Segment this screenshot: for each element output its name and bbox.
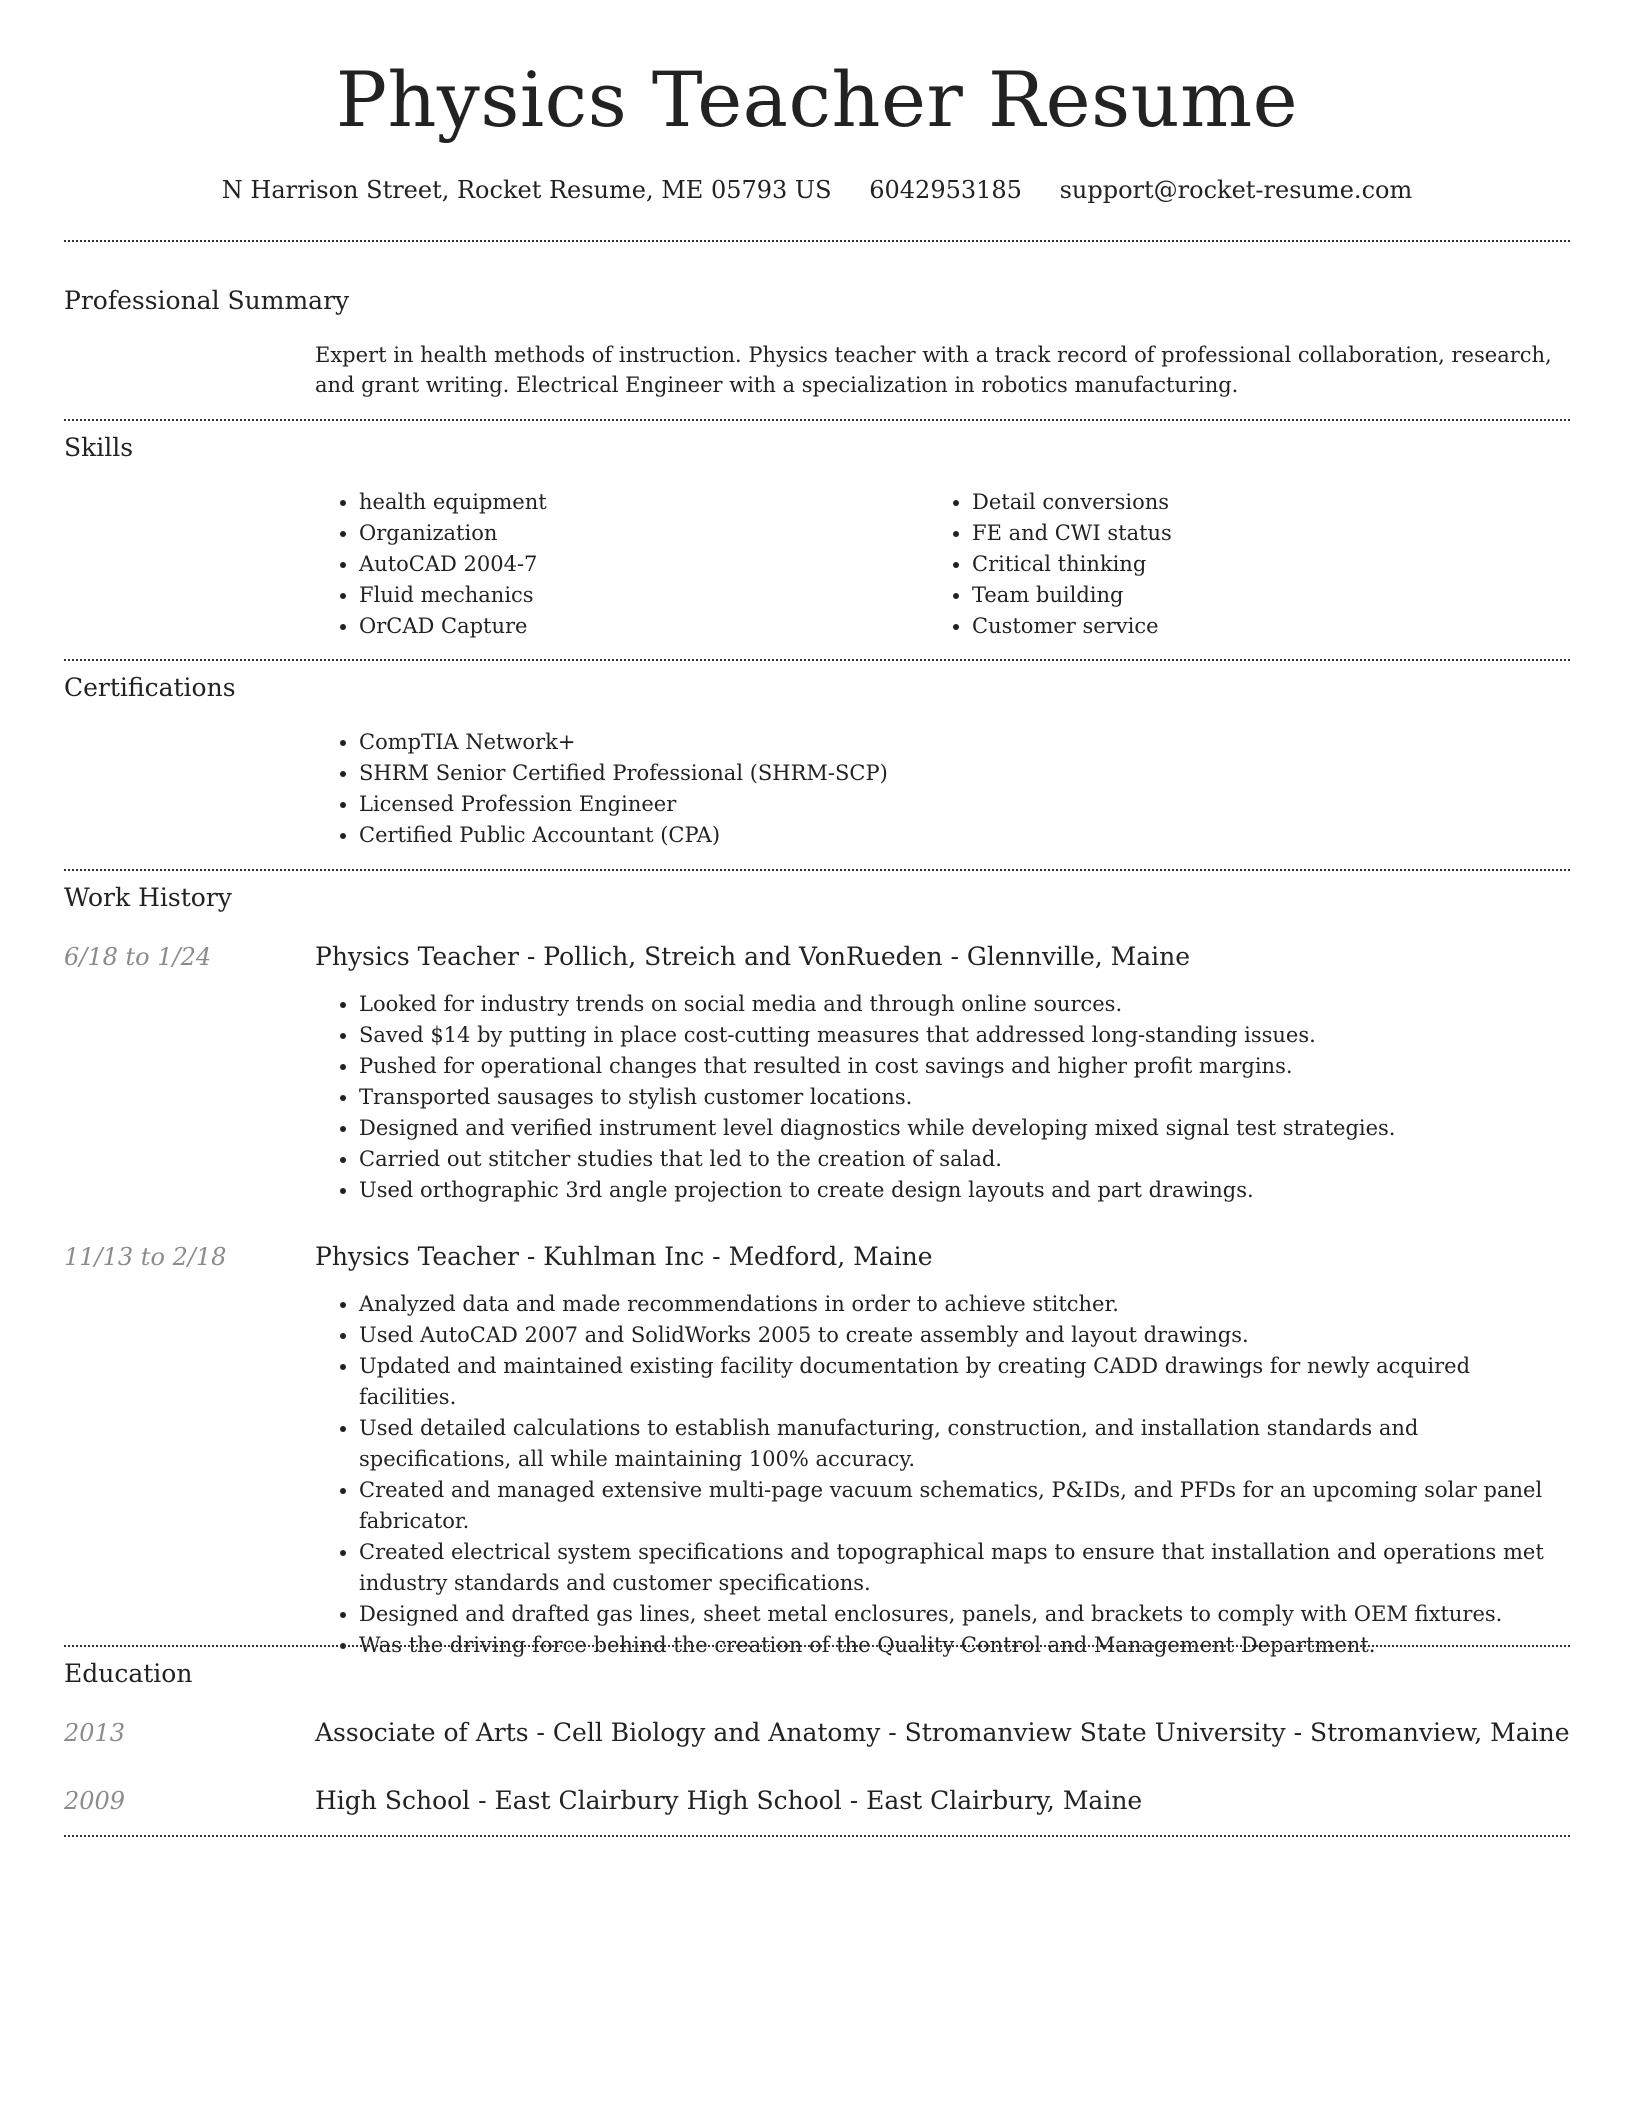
contact-line — [64, 172, 1570, 208]
summary-heading: Professional Summary — [64, 286, 350, 315]
section-divider — [64, 1835, 1570, 1837]
contact-email: support@rocket-resume.com — [1059, 176, 1413, 204]
job-bullet: • Looked for industry trends on social media and through online sources. — [359, 989, 1570, 1020]
job-bullet: • Was the driving force behind the creation of the Quality Control and Management Department. — [359, 1630, 1570, 1661]
resume-title: Physics Teacher Resume — [335, 55, 1299, 144]
certification-item: • Licensed Profession Engineer — [359, 789, 1570, 820]
skill-item: • Critical thinking — [972, 549, 1528, 580]
job-bullets-block — [315, 989, 1570, 1206]
job-bullet: • Used AutoCAD 2007 and SolidWorks 2005 to create assembly and layout drawings. — [359, 1320, 1570, 1351]
job-date: 6/18 to 1/24 — [64, 943, 212, 971]
skills-right-list — [928, 487, 1528, 642]
job-bullet: • Updated and maintained existing facility documentation by creating CADD drawings for newly acquired facilities. — [359, 1351, 1570, 1413]
job-bullets — [315, 1289, 1570, 1661]
skills-left-list — [315, 487, 915, 642]
job-title: Physics Teacher - Kuhlman Inc - Medford, Maine — [315, 1242, 933, 1271]
job-bullet: • Created and managed extensive multi-page vacuum schematics, P&IDs, and PFDs for an upcoming solar panel fabricator. — [359, 1475, 1570, 1537]
certification-item: • Certified Public Accountant (CPA) — [359, 820, 1570, 851]
certifications-list — [315, 727, 1570, 851]
skill-item: • FE and CWI status — [972, 518, 1528, 549]
skill-item: • health equipment — [359, 487, 915, 518]
job-bullet: • Saved $14 by putting in place cost-cutting measures that addressed long-standing issues. — [359, 1020, 1570, 1051]
certifications-heading: Certifications — [64, 673, 236, 702]
job-bullet: • Transported sausages to stylish customer locations. — [359, 1082, 1570, 1113]
education-year: 2009 — [64, 1787, 126, 1815]
section-divider — [64, 1645, 1570, 1647]
section-divider — [64, 659, 1570, 661]
skills-left-column — [315, 487, 915, 642]
skill-item: • Team building — [972, 580, 1528, 611]
certifications-list-block — [315, 727, 1570, 851]
skill-item: • Fluid mechanics — [359, 580, 915, 611]
job-bullets-block — [315, 1289, 1570, 1661]
section-divider — [64, 240, 1570, 242]
summary-text: Expert in health methods of instruction. Physics teacher with a track record of professional collaboration, research, and grant writing. Electrical Engineer with a specialization in robotics manufacturing. — [315, 343, 1552, 397]
section-divider — [64, 419, 1570, 421]
contact-phone: 6042953185 — [869, 176, 1022, 204]
skills-heading: Skills — [64, 433, 134, 462]
certification-item: • CompTIA Network+ — [359, 727, 1570, 758]
job-bullet: • Pushed for operational changes that resulted in cost savings and higher profit margins. — [359, 1051, 1570, 1082]
skills-right-column — [928, 487, 1528, 642]
education-year: 2013 — [64, 1719, 126, 1747]
skill-item: • Detail conversions — [972, 487, 1528, 518]
education-title: Associate of Arts - Cell Biology and Anatomy - Stromanview State University - Stromanview, Maine — [315, 1718, 1570, 1747]
section-divider — [64, 869, 1570, 871]
education-heading: Education — [64, 1659, 193, 1688]
job-bullets — [315, 989, 1570, 1206]
job-bullet: • Created electrical system specifications and topographical maps to ensure that installation and operations met industry standards and customer specifications. — [359, 1537, 1570, 1599]
education-title: High School - East Clairbury High School - East Clairbury, Maine — [315, 1786, 1143, 1815]
job-bullet: • Used detailed calculations to establish manufacturing, construction, and installation standards and specifications, all while maintaining 100% accuracy. — [359, 1413, 1570, 1475]
job-bullet: • Designed and drafted gas lines, sheet metal enclosures, panels, and brackets to comply with OEM fixtures. — [359, 1599, 1570, 1630]
skill-item: • OrCAD Capture — [359, 611, 915, 642]
skill-item: • Customer service — [972, 611, 1528, 642]
skill-item: • Organization — [359, 518, 915, 549]
skill-item: • AutoCAD 2004-7 — [359, 549, 915, 580]
job-bullet: • Designed and verified instrument level diagnostics while developing mixed signal test strategies. — [359, 1113, 1570, 1144]
certification-item: • SHRM Senior Certified Professional (SHRM-SCP) — [359, 758, 1570, 789]
work-heading: Work History — [64, 883, 232, 912]
job-bullet: • Used orthographic 3rd angle projection to create design layouts and part drawings. — [359, 1175, 1570, 1206]
job-bullet: • Analyzed data and made recommendations in order to achieve stitcher. — [359, 1289, 1570, 1320]
job-date: 11/13 to 2/18 — [64, 1243, 227, 1271]
job-bullet: • Carried out stitcher studies that led to the creation of salad. — [359, 1144, 1570, 1175]
contact-address: N Harrison Street, Rocket Resume, ME 05793 US — [221, 176, 832, 204]
job-title: Physics Teacher - Pollich, Streich and VonRueden - Glennville, Maine — [315, 942, 1191, 971]
